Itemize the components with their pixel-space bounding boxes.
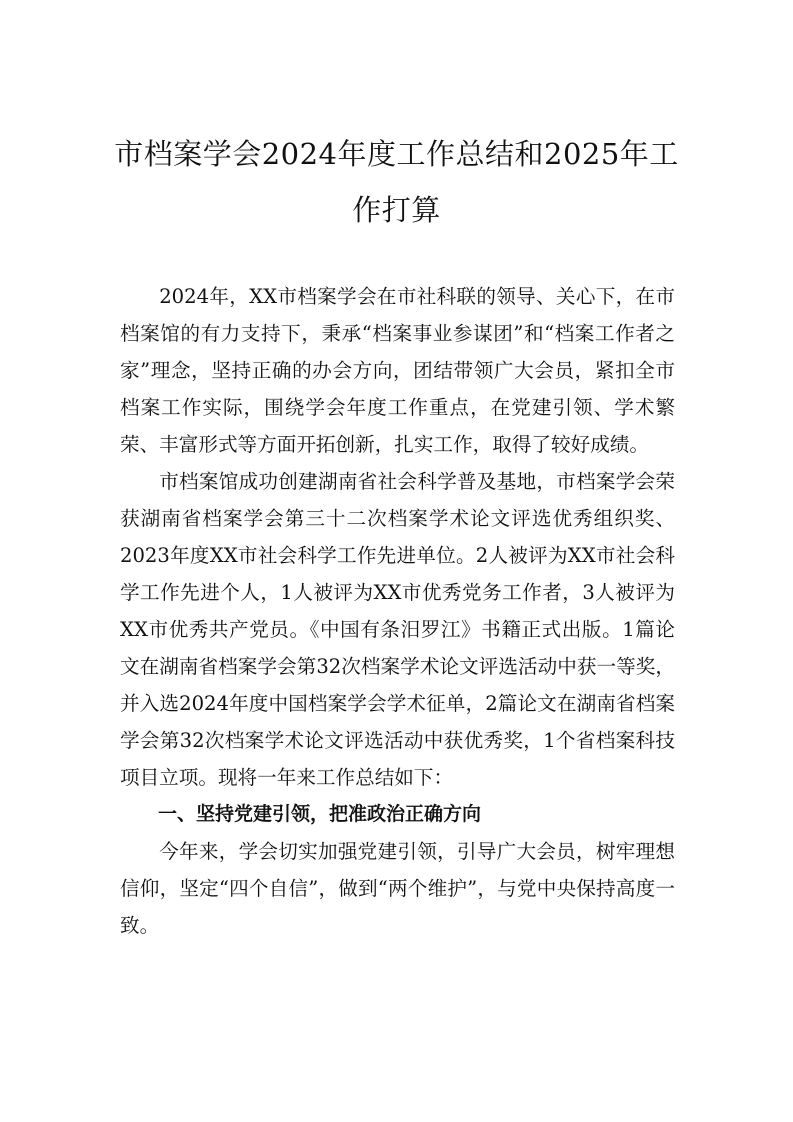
document-body: [120, 278, 675, 944]
document-title: 市档案学会2024年度工作总结和2025年工作打算: [114, 137, 679, 227]
intro-paragraph: 2024年，XX市档案学会在市社科联的领导、关心下，在市档案馆的有力支持下，秉承“档案事业参谋团”和“档案工作者之家”理念，坚持正确的办会方向，团结带领广大会员，紧扣全市档案工作实际，围绕学会年度工作重点，在党建引领、学术繁荣、丰富形式等方面开拓创新，扎实工作，取得了较好成绩。: [120, 285, 675, 456]
achievements-paragraph: 市档案馆成功创建湖南省社会科学普及基地，市档案学会荣获湖南省档案学会第三十二次档案学术论文评选优秀组织奖、2023年度XX市社会科学工作先进单位。2人被评为XX市社会科学工作先进个人，1人被评为XX市优秀党务工作者，3人被评为XX市优秀共产党员。《中国有条汨罗江》书籍正式出版。1篇论文在湖南省档案学会第32次档案学术论文评选活动中获一等奖，并入选2024年度中国档案学会学术征单，2篇论文在湖南省档案学会第32次档案学术论文评选活动中获优秀奖，1个省档案科技项目立项。现将一年来工作总结如下：: [120, 470, 675, 789]
section-heading: 一、坚持党建引领，把准政治正确方向: [158, 803, 482, 825]
section-paragraph: 今年来，学会切实加强党建引领，引导广大会员，树牢理想信仰，坚定“四个自信”，做到“两个维护”，与党中央保持高度一致。: [120, 840, 675, 937]
